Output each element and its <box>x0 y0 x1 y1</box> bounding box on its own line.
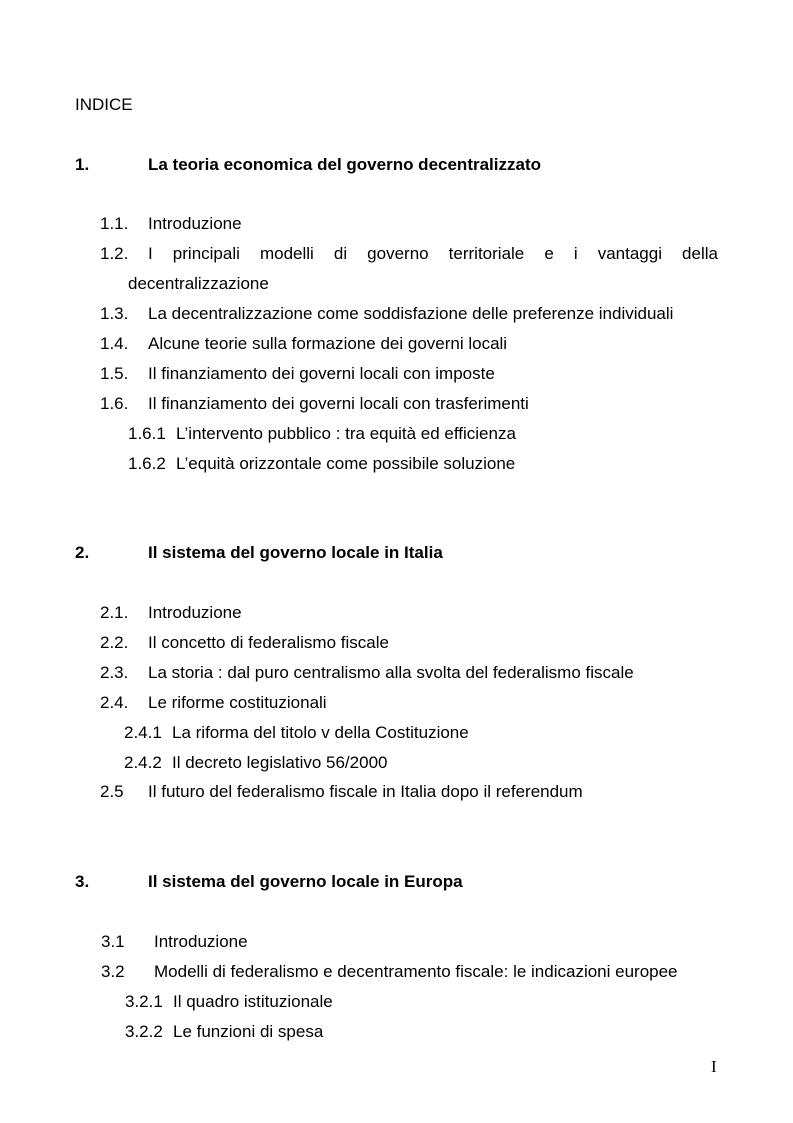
word: e <box>544 244 554 263</box>
section-title: Il concetto di federalismo fiscale <box>148 633 389 652</box>
word: della <box>682 244 718 263</box>
section-title: Introduzione <box>154 932 248 951</box>
word: territoriale <box>448 244 525 263</box>
section-title: Alcune teorie sulla formazione dei governi locali <box>148 334 508 353</box>
subsection-number: 3.2.2 <box>125 1022 163 1041</box>
chapter-title: La teoria economica del governo decentralizzato <box>148 155 541 174</box>
subsection-title: L’intervento pubblico : tra equità ed efficienza <box>176 424 516 443</box>
section-title: La decentralizzazione come soddisfazione delle preferenze individuali <box>148 304 674 323</box>
section-number: 2.5 <box>100 782 124 801</box>
section-title: Il finanziamento dei governi locali con trasferimenti <box>148 394 529 413</box>
section-number: 1.4. <box>100 334 129 353</box>
section-number: 1.6. <box>100 394 129 413</box>
section-title: Il finanziamento dei governi locali con imposte <box>148 364 495 383</box>
chapter-title: Il sistema del governo locale in Italia <box>148 543 443 562</box>
subsection-title: Il quadro istituzionale <box>173 992 333 1011</box>
section-number: 2.3. <box>100 663 129 682</box>
subsection-title: La riforma del titolo v della Costituzione <box>172 723 469 742</box>
subsection-number: 2.4.1 <box>124 723 162 742</box>
section-number: 1.1. <box>100 214 129 233</box>
page-number: I <box>711 1057 717 1076</box>
word: di <box>333 244 348 263</box>
section-title-line <box>148 244 718 264</box>
section-number: 3.1 <box>101 932 125 951</box>
word: governo <box>367 244 429 263</box>
section-title: Modelli di federalismo e decentramento fiscale: le indicazioni europee <box>154 962 678 981</box>
subsection-number: 2.4.2 <box>124 753 162 772</box>
subsection-number: 1.6.2 <box>128 454 166 473</box>
section-title: Introduzione <box>148 214 242 233</box>
chapter-number: 1. <box>75 155 90 174</box>
index-title: INDICE <box>75 95 133 114</box>
section-title: La storia : dal puro centralismo alla svolta del federalismo fiscale <box>148 663 634 682</box>
section-number: 1.2. <box>100 244 129 263</box>
chapter-number: 2. <box>75 543 90 562</box>
section-number: 2.2. <box>100 633 129 652</box>
subsection-title: Il decreto legislativo 56/2000 <box>172 753 388 772</box>
word: modelli <box>259 244 314 263</box>
chapter-number: 3. <box>75 872 90 891</box>
section-number: 2.4. <box>100 693 129 712</box>
subsection-title: L’equità orizzontale come possibile soluzione <box>176 454 516 473</box>
section-title-continuation: decentralizzazione <box>128 274 269 293</box>
subsection-number: 3.2.1 <box>125 992 163 1011</box>
chapter-title: Il sistema del governo locale in Europa <box>148 872 463 891</box>
section-number: 1.5. <box>100 364 129 383</box>
section-number: 1.3. <box>100 304 129 323</box>
subsection-number: 1.6.1 <box>128 424 166 443</box>
word: principali <box>172 244 240 263</box>
section-number: 2.1. <box>100 603 129 622</box>
section-title: Il futuro del federalismo fiscale in Italia dopo il referendum <box>148 782 583 801</box>
word: vantaggi <box>597 244 662 263</box>
section-number: 3.2 <box>101 962 125 981</box>
word: i <box>573 244 578 263</box>
section-title: Introduzione <box>148 603 242 622</box>
section-title: Le riforme costituzionali <box>148 693 327 712</box>
word: I <box>148 244 153 263</box>
subsection-title: Le funzioni di spesa <box>173 1022 324 1041</box>
